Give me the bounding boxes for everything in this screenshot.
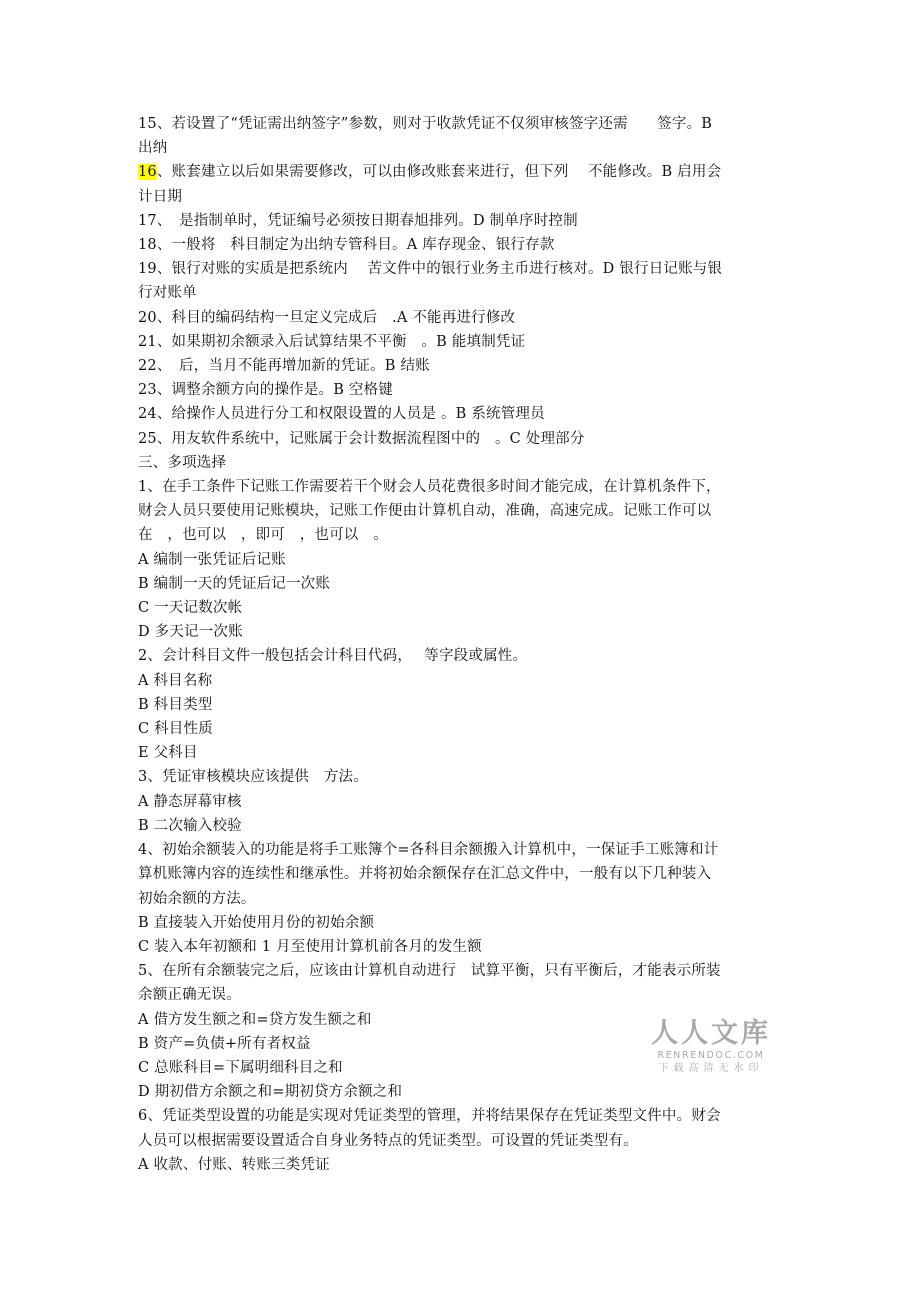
line-text: B 二次输入校验 (138, 817, 242, 834)
line-text: 17、 是指制单时，凭证编号必须按日期春旭排列。D 制单序时控制 (138, 212, 578, 229)
line-text: C 总账科目=下属明细科目之和 (138, 1059, 343, 1076)
text-line (138, 644, 784, 668)
text-line (138, 717, 784, 741)
line-text: A 编制一张凭证后记账 (138, 551, 286, 568)
text-line (138, 281, 784, 305)
text-line (138, 257, 784, 281)
line-text: A 收款、付账、转账三类凭证 (138, 1156, 330, 1173)
watermark-tagline: 下载高清无水印 (658, 1063, 764, 1074)
text-line (138, 475, 784, 499)
line-text: 1、在手工条件下记账工作需要若干个财会人员花费很多时间才能完成，在计算机条件下， (138, 479, 721, 496)
text-line (138, 402, 784, 426)
text-line (138, 330, 784, 354)
text-line (138, 838, 784, 862)
line-text: B 直接装入开始使用月份的初始余额 (138, 914, 375, 931)
line-text: D 期初借方余额之和=期初贷方余额之和 (138, 1084, 403, 1101)
line-text: C 一天记数次帐 (138, 600, 243, 617)
text-line (138, 1104, 784, 1128)
line-text: 4、初始余额装入的功能是将手工账簿个=各科目余额搬入计算机中，一保证手工账簿和计 (138, 842, 719, 859)
line-text: 、账套建立以后如果需要修改，可以由修改账套来进行，但下列 不能修改。B 启用会 (156, 164, 722, 181)
text-line (138, 378, 784, 402)
line-text: 20、科目的编码结构一旦定义完成后 .A 不能再进行修改 (138, 309, 516, 326)
line-text: D 多天记一次账 (138, 624, 243, 641)
text-line (138, 741, 784, 765)
text-line (138, 548, 784, 572)
watermark-title: 人人文库 (651, 1018, 771, 1049)
text-line (138, 790, 784, 814)
text-line (138, 112, 784, 136)
line-text: C 科目性质 (138, 721, 213, 738)
text-line (138, 1129, 784, 1153)
line-text: 财会人员只要使用记账模块，记账工作便由计算机自动，准确，高速完成。记账工作可以 (138, 503, 712, 520)
highlighted-text: 16 (138, 164, 157, 181)
text-line (138, 693, 784, 717)
line-text: 初始余额的方法。 (138, 890, 256, 907)
line-text: 25、用友软件系统中，记账属于会计数据流程图中的 。C 处理部分 (138, 430, 585, 447)
line-text: 21、如果期初余额录入后试算结果不平衡 。B 能填制凭证 (138, 333, 526, 350)
text-line (138, 1153, 784, 1177)
text-line (138, 185, 784, 209)
line-text: 计日期 (138, 188, 183, 205)
line-text: A 借方发生额之和=贷方发生额之和 (138, 1011, 372, 1028)
text-line (138, 935, 784, 959)
text-line (138, 983, 784, 1007)
line-text: B 编制一天的凭证后记一次账 (138, 575, 331, 592)
line-text: 出纳 (138, 140, 168, 157)
text-line (138, 765, 784, 789)
text-line (138, 911, 784, 935)
text-line (138, 306, 784, 330)
text-line (138, 136, 784, 160)
watermark-url: RENRENDOC.COM (657, 1050, 765, 1061)
text-line (138, 354, 784, 378)
text-line (138, 160, 784, 184)
line-text: A 静态屏幕审核 (138, 793, 242, 810)
text-line (138, 451, 784, 475)
line-text: 余额正确无误。 (138, 987, 241, 1004)
text-line (138, 862, 784, 886)
line-text: 5、在所有余额装完之后，应该由计算机自动进行 试算平衡，只有平衡后，才能表示所装 (138, 963, 721, 980)
line-text: B 资产=负债+所有者权益 (138, 1035, 311, 1052)
line-text: 3、凭证审核模块应该提供 方法。 (138, 769, 368, 786)
line-text: 24、给操作人员进行分工和权限设置的人员是 。B 系统管理员 (138, 406, 545, 423)
line-text: 6、凭证类型设置的功能是实现对凭证类型的管理，并将结果保存在凭证类型文件中。财会 (138, 1108, 721, 1125)
text-line (138, 887, 784, 911)
text-line (138, 814, 784, 838)
text-line (138, 233, 784, 257)
text-line (138, 427, 784, 451)
line-text: E 父科目 (138, 745, 198, 762)
line-text: A 科目名称 (138, 672, 213, 689)
line-text: 15、若设置了“凭证需出纳签字”参数，则对于收款凭证不仅须审核签字还需 签字。B (138, 116, 713, 132)
text-line (138, 596, 784, 620)
text-line (138, 523, 784, 547)
line-text: B 科目类型 (138, 696, 213, 713)
line-text: 18、一般将 科目制定为出纳专管科目。A 库存现金、银行存款 (138, 237, 555, 254)
text-line (138, 572, 784, 596)
line-text: 22、 后，当月不能再增加新的凭证。B 结账 (138, 358, 430, 375)
line-text: 行对账单 (138, 285, 197, 302)
line-text: 三、多项选择 (138, 454, 227, 471)
text-line (138, 959, 784, 983)
text-line (138, 499, 784, 523)
text-line (138, 209, 784, 233)
line-text: 在 ，也可以 ，即可 ，也可以 。 (138, 527, 388, 544)
text-line (138, 1080, 784, 1104)
line-text: 人员可以根据需要设置适合自身业务特点的凭证类型。可设置的凭证类型有。 (138, 1132, 638, 1149)
text-line (138, 620, 784, 644)
line-text: 19、银行对账的实质是把系统内 苦文件中的银行业务主币进行核对。D 银行日记账与银 (138, 261, 723, 278)
line-text: C 装入本年初额和 1 月至使用计算机前各月的发生额 (138, 938, 482, 955)
line-text: 2、会计科目文件一般包括会计科目代码， 等字段或属性。 (138, 648, 528, 665)
line-text: 23、调整余额方向的操作是。B 空格键 (138, 382, 394, 399)
text-line (138, 669, 784, 693)
watermark-logo (650, 1018, 772, 1076)
line-text: 算机账簿内容的连续性和继承性。并将初始余额保存在汇总文件中，一般有以下几种装入 (138, 866, 712, 883)
